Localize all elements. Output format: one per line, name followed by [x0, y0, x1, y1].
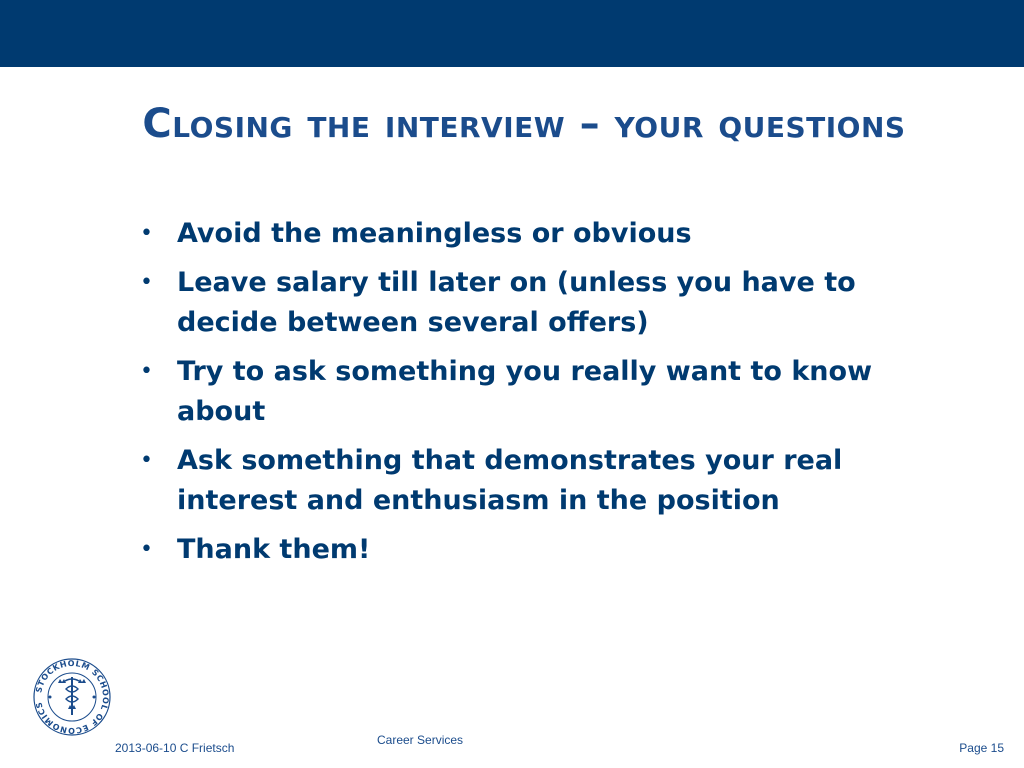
bullet-marker: • — [140, 359, 153, 384]
bullet-item — [140, 263, 900, 343]
bullet-text: Leave salary till later on (unless you have to decide between several offers) — [177, 267, 856, 338]
footer-page-number: Page 15 — [959, 741, 1004, 755]
bullet-marker: • — [140, 221, 153, 246]
bullet-list — [140, 214, 900, 579]
slide-title: Closing the interview – your questions — [142, 101, 906, 147]
bullet-item — [140, 214, 900, 254]
bullet-text: Thank them! — [177, 534, 371, 565]
logo-ring-text: STOCKHOLM SCHOOL OF ECONOMICS — [34, 658, 111, 736]
stockholm-school-of-economics-logo-icon — [32, 657, 112, 737]
header-bar — [0, 0, 1024, 67]
footer-date-author: 2013-06-10 C Frietsch — [115, 741, 235, 755]
bullet-item — [140, 352, 900, 432]
bullet-marker: • — [140, 537, 153, 562]
footer-department: Career Services — [377, 733, 464, 747]
bullet-marker: • — [140, 448, 153, 473]
bullet-text: Try to ask something you really want to know about — [177, 356, 873, 427]
bullet-text: Ask something that demonstrates your real interest and enthusiasm in the position — [177, 445, 843, 516]
bullet-text: Avoid the meaningless or obvious — [177, 218, 692, 249]
bullet-marker: • — [140, 270, 153, 295]
bullet-item — [140, 441, 900, 521]
bullet-item — [140, 530, 900, 570]
